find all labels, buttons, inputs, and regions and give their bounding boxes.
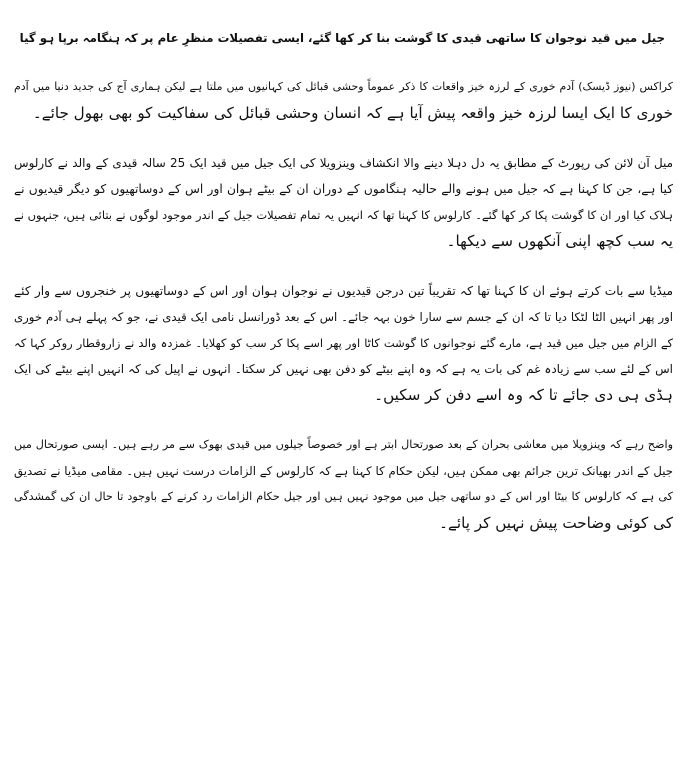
article-paragraph [14, 74, 673, 126]
paragraph-line: یہ سب کچھ اپنی آنکھوں سے دیکھا۔ [446, 232, 673, 250]
paragraph-line: ہڈی ہی دی جائے تا کہ وہ اسے دفن کر سکیں۔ [374, 386, 673, 404]
article-paragraph [14, 278, 673, 408]
article-headline: جیل میں قید نوجوان کا ساتھی قیدی کا گوشت بنا کر کھا گئے، ایسی تفصیلات منظرِ عام پر کہ ہنگامہ برپا ہو گیا [19, 31, 665, 45]
paragraph-line: واضح رہے کہ وینزویلا میں معاشی بحران کے بعد صورتحال ابتر ہے اور خصوصاً جیلوں میں قیدی بھوک سے مر رہے ہیں۔ ایسی صورتحال میں [14, 438, 673, 451]
paragraph-line: کی کوئی وضاحت پیش نہیں کر پائے۔ [439, 514, 673, 532]
paragraph-line: ہلاک کیا اور ان کا گوشت پکا کر کھا گئے۔ کارلوس کا کہنا تھا کہ انہیں یہ تمام تفصیلات جیل کے اندر موجود لوگوں نے بتائی ہیں، جنہوں نے [14, 208, 673, 222]
paragraph-line: کیا ہے، جن کا کہنا ہے کہ جیل میں ہونے والے حالیہ ہنگاموں کے دوران ان کے بیٹے ہوان اور اس کے دوساتھیوں کو دیگر قیدیوں نے [14, 182, 673, 196]
article-paragraph [14, 150, 673, 254]
paragraph-line: اور پھر انہیں الٹا لٹکا دیا تا کہ ان کے جسم سے سارا خون بہہ جائے۔ اس کے بعد ڈورانسل نامی ایک قیدی نے، جو کہ پہلے ہی آدم خوری [14, 310, 673, 324]
paragraph-line: کراکس (نیوز ڈیسک) آدم خوری کے لرزہ خیز واقعات کا ذکر عموماً وحشی قبائل کی کہانیوں میں ملتا ہے لیکن ہماری آج کی جدید دنیا میں آدم [14, 80, 673, 93]
paragraph-line: میڈیا سے بات کرتے ہوئے ان کا کہنا تھا کہ تقریباً تین درجن قیدیوں نے نوجوان ہوان اور اس کے دوساتھیوں پر خنجروں سے وار کئے [14, 284, 673, 298]
paragraph-line: میل آن لائن کی رپورٹ کے مطابق یہ دل دہلا دینے والا انکشاف وینزویلا کی ایک جیل میں قید ایک 25 سالہ قیدی کے والد نے کارلوس [14, 156, 673, 170]
paragraph-line: خوری کا ایک ایسا لرزہ خیز واقعہ پیش آیا ہے کہ انسان وحشی قبائل کی سفاکیت کو بھی بھول جائے۔ [32, 104, 673, 122]
paragraph-line: اس کے لئے سب سے زیادہ غم کی بات یہ ہے کہ وہ اپنے بیٹے کو دفن بھی نہیں کر سکتا۔ انہوں نے اپیل کی کہ انہیں اپنے بیٹے کی ایک [14, 362, 673, 376]
paragraph-line: کے الزام میں جیل میں قید ہے، مارے گئے نوجوانوں کا گوشت کاٹا اور پھر اسے پکا کر سب کو کھلایا۔ غمزدہ والد نے زاروقطار روکر کہا کہ [14, 336, 673, 350]
paragraph-line: جیل کے اندر بھیانک ترین جرائم بھی ممکن ہیں، لیکن حکام کا کہنا ہے کہ کارلوس کے الزامات درست نہیں ہیں۔ مقامی میڈیا نے تصدیق [14, 464, 673, 478]
article-paragraph [14, 432, 673, 536]
paragraph-line: کی ہے کہ کارلوس کا بیٹا اور اس کے دو ساتھی جیل میں موجود نہیں ہیں اور جیل حکام الزامات رد کرنے کے باوجود تا حال ان کی گمشدگی [14, 490, 673, 503]
